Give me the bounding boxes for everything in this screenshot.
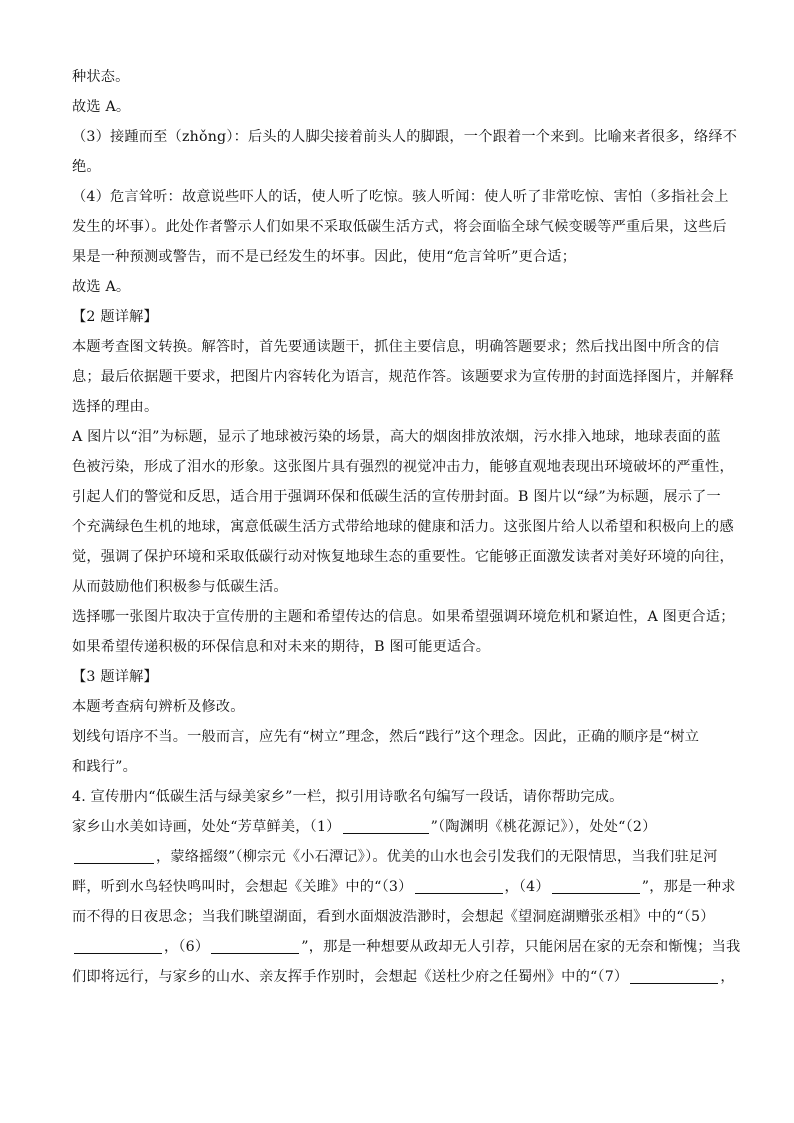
answer-blank-3[interactable] xyxy=(415,877,503,894)
answer-blank-6[interactable] xyxy=(211,937,299,954)
fill-text: ，（6） xyxy=(164,939,210,955)
answer-blank-5[interactable] xyxy=(74,937,162,954)
fill-text: ，（4） xyxy=(504,879,550,895)
text-line: 绝。 xyxy=(72,159,101,175)
document-page xyxy=(72,62,741,992)
text-line: （4）危言耸听：故意说些吓人的话，使人听了吃惊。骇人听闻：使人听了非常吃惊、害怕（多指社会上 xyxy=(72,189,729,205)
fill-text: 畔，听到水鸟轻快鸣叫时，会想起《关雎》中的“（3） xyxy=(72,879,413,895)
fill-text: ，蒙络摇缀”（柳宗元《小石潭记》）。优美的山水也会引发我们的无限情思，当我们驻足河 xyxy=(156,849,718,865)
text-line: 故选 A。 xyxy=(72,99,131,115)
text-line: 引起人们的警觉和反思，适合用于强调环保和低碳生活的宣传册封面。B 图片以“绿”为标题，展示了一 xyxy=(72,489,721,505)
text-line: 发生的坏事）。此处作者警示人们如果不采取低碳生活方式，将会面临全球气候变暖等严重后果，这些后 xyxy=(72,219,727,235)
section-heading: 【3 题详解】 xyxy=(72,669,158,685)
question-4-prompt: 4. 宣传册内“低碳生活与绿美家乡”一栏，拟引用诗歌名句编写一段话，请你帮助完成。 xyxy=(72,789,624,805)
text-line: 和践行”。 xyxy=(72,759,138,775)
fill-text: 而不得的日夜思念；当我们眺望湖面，看到水面烟波浩渺时，会想起《望洞庭湖赠张丞相》中的“（5） xyxy=(72,909,715,925)
text-line: 从而鼓励他们积极参与低碳生活。 xyxy=(72,579,288,595)
fill-text: 家乡山水美如诗画，处处“芳草鲜美，（1） xyxy=(72,819,341,835)
text-line: 故选 A。 xyxy=(72,279,131,295)
answer-blank-4[interactable] xyxy=(552,877,640,894)
text-line: 如果希望传递积极的环保信息和对未来的期待，B 图可能更适合。 xyxy=(72,639,491,655)
fill-text: ， xyxy=(720,969,735,985)
text-line: A 图片以“泪”为标题，显示了地球被污染的场景，高大的烟囱排放浓烟，污水排入地球，地球表面的蓝 xyxy=(72,429,721,445)
text-line: 选择哪一张图片取决于宣传册的主题和希望传达的信息。如果希望强调环境危机和紧迫性，A 图更合适； xyxy=(72,609,735,625)
text-line: 划线句语序不当。一般而言，应先有“树立”理念，然后“践行”这个理念。因此，正确的顺序是“树立 xyxy=(72,729,700,745)
text-line: 果是一种预测或警告，而不是已经发生的坏事。因此，使用“危言耸听”更合适； xyxy=(72,249,577,265)
fill-text: 们即将远行，与家乡的山水、亲友挥手作别时，会想起《送杜少府之任蜀州》中的“（7） xyxy=(72,969,629,985)
text-line: 息；最后依据题干要求，把图片内容转化为语言，规范作答。该题要求为宣传册的封面选择图片，并解释 xyxy=(72,369,734,385)
fill-line xyxy=(72,962,735,992)
text-line: 选择的理由。 xyxy=(72,399,159,415)
section-heading: 【2 题详解】 xyxy=(72,309,158,325)
text-line: 觉，强调了保护环境和采取低碳行动对恢复地球生态的重要性。它能够正面激发读者对美好环境的向往， xyxy=(72,549,734,565)
fill-text: ”，那是一种想要从政却无人引荐，只能闲居在家的无奈和惭愧；当我 xyxy=(301,939,741,955)
text-line: 个充满绿色生机的地球，寓意低碳生活方式带给地球的健康和活力。这张图片给人以希望和积极向上的感 xyxy=(72,519,734,535)
fill-text: ”，那是一种求 xyxy=(641,879,736,895)
fill-text: ”（陶渊明《桃花源记》），处处“（2） xyxy=(430,819,657,835)
answer-blank-7[interactable] xyxy=(630,967,718,984)
text-line: （3）接踵而至（zhǒng）：后头的人脚尖接着前头人的脚跟，一个跟着一个来到。比喻来者很多，络绎不 xyxy=(72,129,738,145)
text-line: 本题考查图文转换。解答时，首先要通读题干，抓住主要信息，明确答题要求；然后找出图中所含的信 xyxy=(72,339,720,355)
fill-line xyxy=(72,902,722,932)
fill-line xyxy=(72,842,722,872)
answer-blank-2[interactable] xyxy=(74,847,154,864)
fill-line xyxy=(72,872,736,902)
text-line: 种状态。 xyxy=(72,69,130,85)
text-line: 色被污染，形成了泪水的形象。这张图片具有强烈的视觉冲击力，能够直观地表现出环境破坏的严重性， xyxy=(72,459,734,475)
answer-blank-1[interactable] xyxy=(343,817,429,834)
fill-line xyxy=(72,932,741,962)
text-line: 本题考查病句辨析及修改。 xyxy=(72,699,245,715)
fill-line xyxy=(72,812,722,842)
